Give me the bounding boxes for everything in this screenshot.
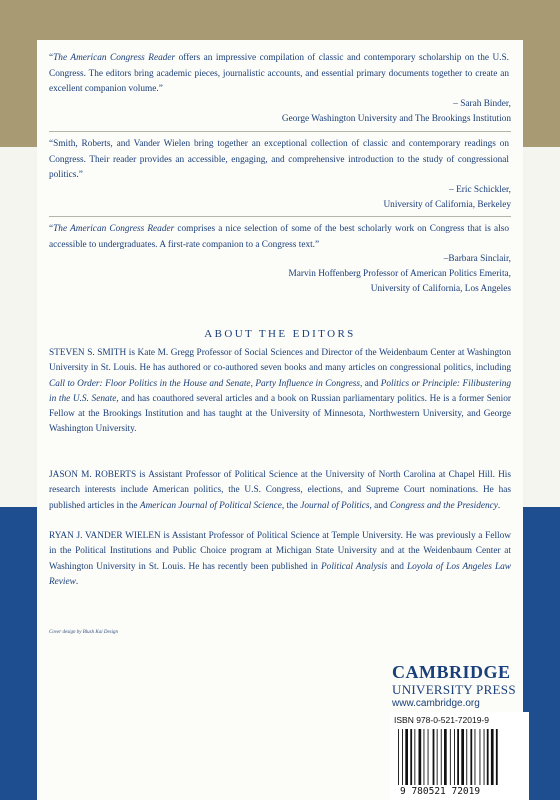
- reviewer-affiliation-1: George Washington University and The Brookings Institution: [281, 114, 511, 125]
- review-attribution-2: [91, 183, 511, 213]
- review-quote-3: “The American Congress Reader comprises a nice selection of some of the best scholarly work on Congress that is also accessible to undergraduates. A first-rate companion to a Congress text.”: [49, 224, 509, 250]
- publisher-logo-subname: UNIVERSITY PRESS: [392, 682, 516, 697]
- cover-design-credit: Cover design by Blush Kai Design: [49, 630, 119, 635]
- review-quote-2: “Smith, Roberts, and Vander Wielen bring together an exceptional collection of classic and contemporary readings on Congress. Their reader provides an accessible, engaging, and comprehensive introduction to the study of congressional politics.”: [49, 139, 509, 180]
- bio-3-text-c: .: [75, 576, 79, 587]
- bio-2-text-a: is Assistant Professor of Political Science at the University of North Carolina at Chapel Hill. His research interests include American politics, the U.S. Congress, elections, and Supreme Court nominations. He has published articles in the: [49, 470, 511, 511]
- bio-1-text-d: , and has coauthored several articles and a book on Russian parliamentary politics. He is a former Senior Fellow at the Brookings Institution and has taught at the University of Minnesota, Northwestern University, and George Washington University.: [49, 393, 511, 435]
- review-1-text: offers an impressive compilation of classic and contemporary scholarship on the U.S. Congress. The editors bring academic pieces, journalistic accounts, and essential primary documents together to create an excellent companion volume.”: [49, 53, 509, 94]
- isbn-label: ISBN 978-0-521-72019-9: [394, 715, 489, 725]
- bio-2-journal-1: American Journal of Political Science: [139, 500, 282, 511]
- review-3-text: comprises a nice selection of some of the best scholarly work on Congress that is also accessible to undergraduates. A first-rate companion to a Congress text.”: [49, 224, 509, 250]
- publisher-logo-name: CAMBRIDGE: [392, 662, 511, 682]
- bio-2-journal-3: Congress and the Presidency: [389, 500, 498, 511]
- review-quote-1: “The American Congress Reader offers an impressive compilation of classic and contemporary scholarship on the U.S. Congress. The editors bring academic pieces, journalistic accounts, and essential primary documents together to create an excellent companion volume.”: [49, 53, 509, 94]
- editor-bio-2: [49, 468, 511, 514]
- review-attribution-3: [91, 252, 511, 298]
- bio-3-text-a: is Assistant Professor of Political Science at Temple University. He was previously a Fellow in the Political Institutions and Public Choice program at Michigan State University and at the Weidenbaum Center at Washington University in St. Louis. He has recently been published in: [49, 531, 511, 572]
- barcode-box: [390, 712, 529, 800]
- bio-3-journal-1: Political Analysis: [321, 561, 388, 572]
- divider-1: [49, 131, 511, 132]
- barcode-bars-icon: [390, 729, 529, 789]
- editor-name-2: JASON M. ROBERTS: [49, 470, 137, 480]
- bio-1-text-a: is Kate M. Gregg Professor of Social Sciences and Director of the Weidenbaum Center at Washington University in St. Louis. He has authored or co-authored seven books and many articles on congressional politics, including: [49, 348, 511, 374]
- about-editors-heading: ABOUT THE EDITORS: [204, 328, 356, 340]
- divider-2: [49, 216, 511, 217]
- bio-2-text-d: .: [497, 500, 501, 511]
- bio-3-text-b: and: [387, 561, 407, 572]
- bio-2-text-b: , the: [281, 500, 301, 511]
- reviewer-name-3: –Barbara Sinclair,: [443, 254, 511, 264]
- bio-1-text-c: , and: [360, 378, 381, 389]
- bio-3-journal-2: Loyola of Los Angeles Law Review: [49, 561, 511, 587]
- review-2-text: Smith, Roberts, and Vander Wielen bring together an exceptional collection of classic and contemporary readings on Congress. Their reader provides an accessible, engaging, and comprehensive introduction to the study of congressional politics.”: [49, 139, 509, 180]
- reviewer-name-1: – Sarah Binder,: [453, 99, 511, 109]
- barcode-digits: 9 780521 72019: [400, 786, 481, 797]
- reviewer-affiliation-2: University of California, Berkeley: [383, 200, 511, 211]
- editor-bio-3: [49, 529, 511, 590]
- editor-name-3: RYAN J. VANDER WIELEN: [49, 531, 161, 541]
- review-1-title: The American Congress Reader: [53, 53, 176, 63]
- bio-2-text-c: , and: [369, 500, 390, 511]
- publisher-url: www.cambridge.org: [392, 698, 480, 709]
- review-3-title: The American Congress Reader: [53, 224, 175, 234]
- bio-1-text-b: ,: [250, 378, 256, 389]
- reviewer-name-2: – Eric Schickler,: [449, 185, 511, 195]
- reviewer-position-3: Marvin Hoffenberg Professor of American Politics Emerita,: [288, 269, 511, 280]
- editor-name-1: STEVEN S. SMITH: [49, 348, 127, 358]
- bio-1-book-2: Party Influence in Congress: [255, 378, 361, 389]
- editor-bio-1: [49, 346, 511, 438]
- review-attribution-1: [91, 97, 511, 127]
- bio-2-journal-2: Journal of Politics: [300, 500, 370, 511]
- bio-1-book-1: Call to Order: Floor Politics in the House and Senate: [49, 378, 251, 389]
- reviewer-affiliation-3: University of California, Los Angeles: [370, 284, 511, 295]
- bio-1-book-3: Politics or Principle: Filibustering in the U.S. Senate: [49, 378, 512, 404]
